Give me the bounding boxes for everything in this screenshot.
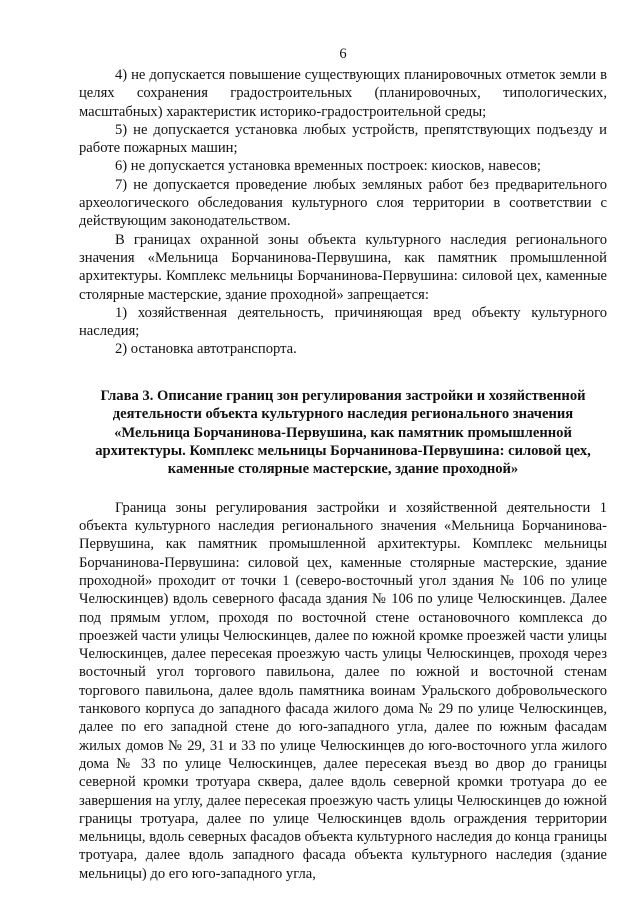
chapter-heading [79,387,607,479]
chapter-heading-line: деятельности объекта культурного наследия регионального значения [112,406,574,423]
chapter-heading-line: «Мельница Борчанинова-Первушина, как памятник промышленной [114,424,572,441]
chapter-heading-line: каменные столярные мастерские, здание проходной» [167,461,519,478]
list-item-7: 7) не допускается проведение любых земляных работ без предварительного археологического обследования культурного слоя территории в соответствии с действующим законодательством. [79,176,607,230]
list-item-5: 5) не допускается установка любых устройств, препятствующих подъезду и работе пожарных машин; [79,121,607,157]
prohibition-item-1: 1) хозяйственная деятельность, причиняющая вред объекту культурного наследия; [79,304,607,340]
list-item-6: 6) не допускается установка временных построек: киосков, навесов; [115,158,541,175]
list-item-4: 4) не допускается повышение существующих планировочных отметок земли в целях сохранения градостроительных (планировочных, типологических, масштабных) характеристик историко-градостроительной среды; [79,67,607,120]
chapter-heading-line: архитектуры. Комплекс мельницы Борчанинова-Первушина: силовой цех, [95,442,591,459]
prohibition-item-2: 2) остановка автотранспорта. [115,341,297,358]
page-number: 6 [339,46,347,62]
protection-zone-paragraph: В границах охранной зоны объекта культурного наследия регионального значения «Мельница Борчанинова-Первушина, как памятник промышленной архитектуры. Комплекс мельницы Борчанинова-Первушина: силовой цех, каменные столярные мастерские, здание проходной» запрещается: [79,231,607,303]
chapter-heading-line: Глава 3. Описание границ зон регулирования застройки и хозяйственной [100,387,586,404]
boundary-description-paragraph: Граница зоны регулирования застройки и хозяйственной деятельности 1 объекта культурного наследия регионального значения «Мельница Борчанинова-Первушина, как памятник промышленной архитектуры. Комплекс мельницы Борчанинова-Первушина: силовой цех, каменные столярные мастерские, здание проходной» проходит от точки 1 (северо-восточный угол здания № 106 по улице Челюскинцев) вдоль северного фасада здания № 106 по улице Челюскинцев. Далее под прямым углом, проходя по восточной стене остановочного комплекса до проезжей части улицы Челюскинцев, далее по южной кромке проезжей части улицы Челюскинцев, далее пересекая проезжую часть улицы Челюскинцев, проходя через восточный угол торгового павильона, далее по южной и восточной стенам торгового павильона, далее вдоль памятника воинам Уральского добровольческого танкового корпуса до западного фасада жилого дома № 29 по улице Челюскинцев, далее по его западной стене до юго-западного угла, далее по южным фасадам жилых домов № 29, 31 и 33 по улице Челюскинцев до юго-восточного угла жилого дома № 33 по улице Челюскинцев, далее пересекая въезд во двор до границы северной кромки тротуара сквера, далее вдоль северной кромки тротуара до ее завершения на углу, далее пересекая проезжую часть улицы Челюскинцев до южной границы тротуара, далее по улице Челюскинцев вдоль ограждения территории мельницы, вдоль северных фасадов объекта культурного наследия до конца границы тротуара, далее вдоль западного фасада объекта культурного наследия (здание мельницы) до его юго-западного угла, [79,499,607,882]
